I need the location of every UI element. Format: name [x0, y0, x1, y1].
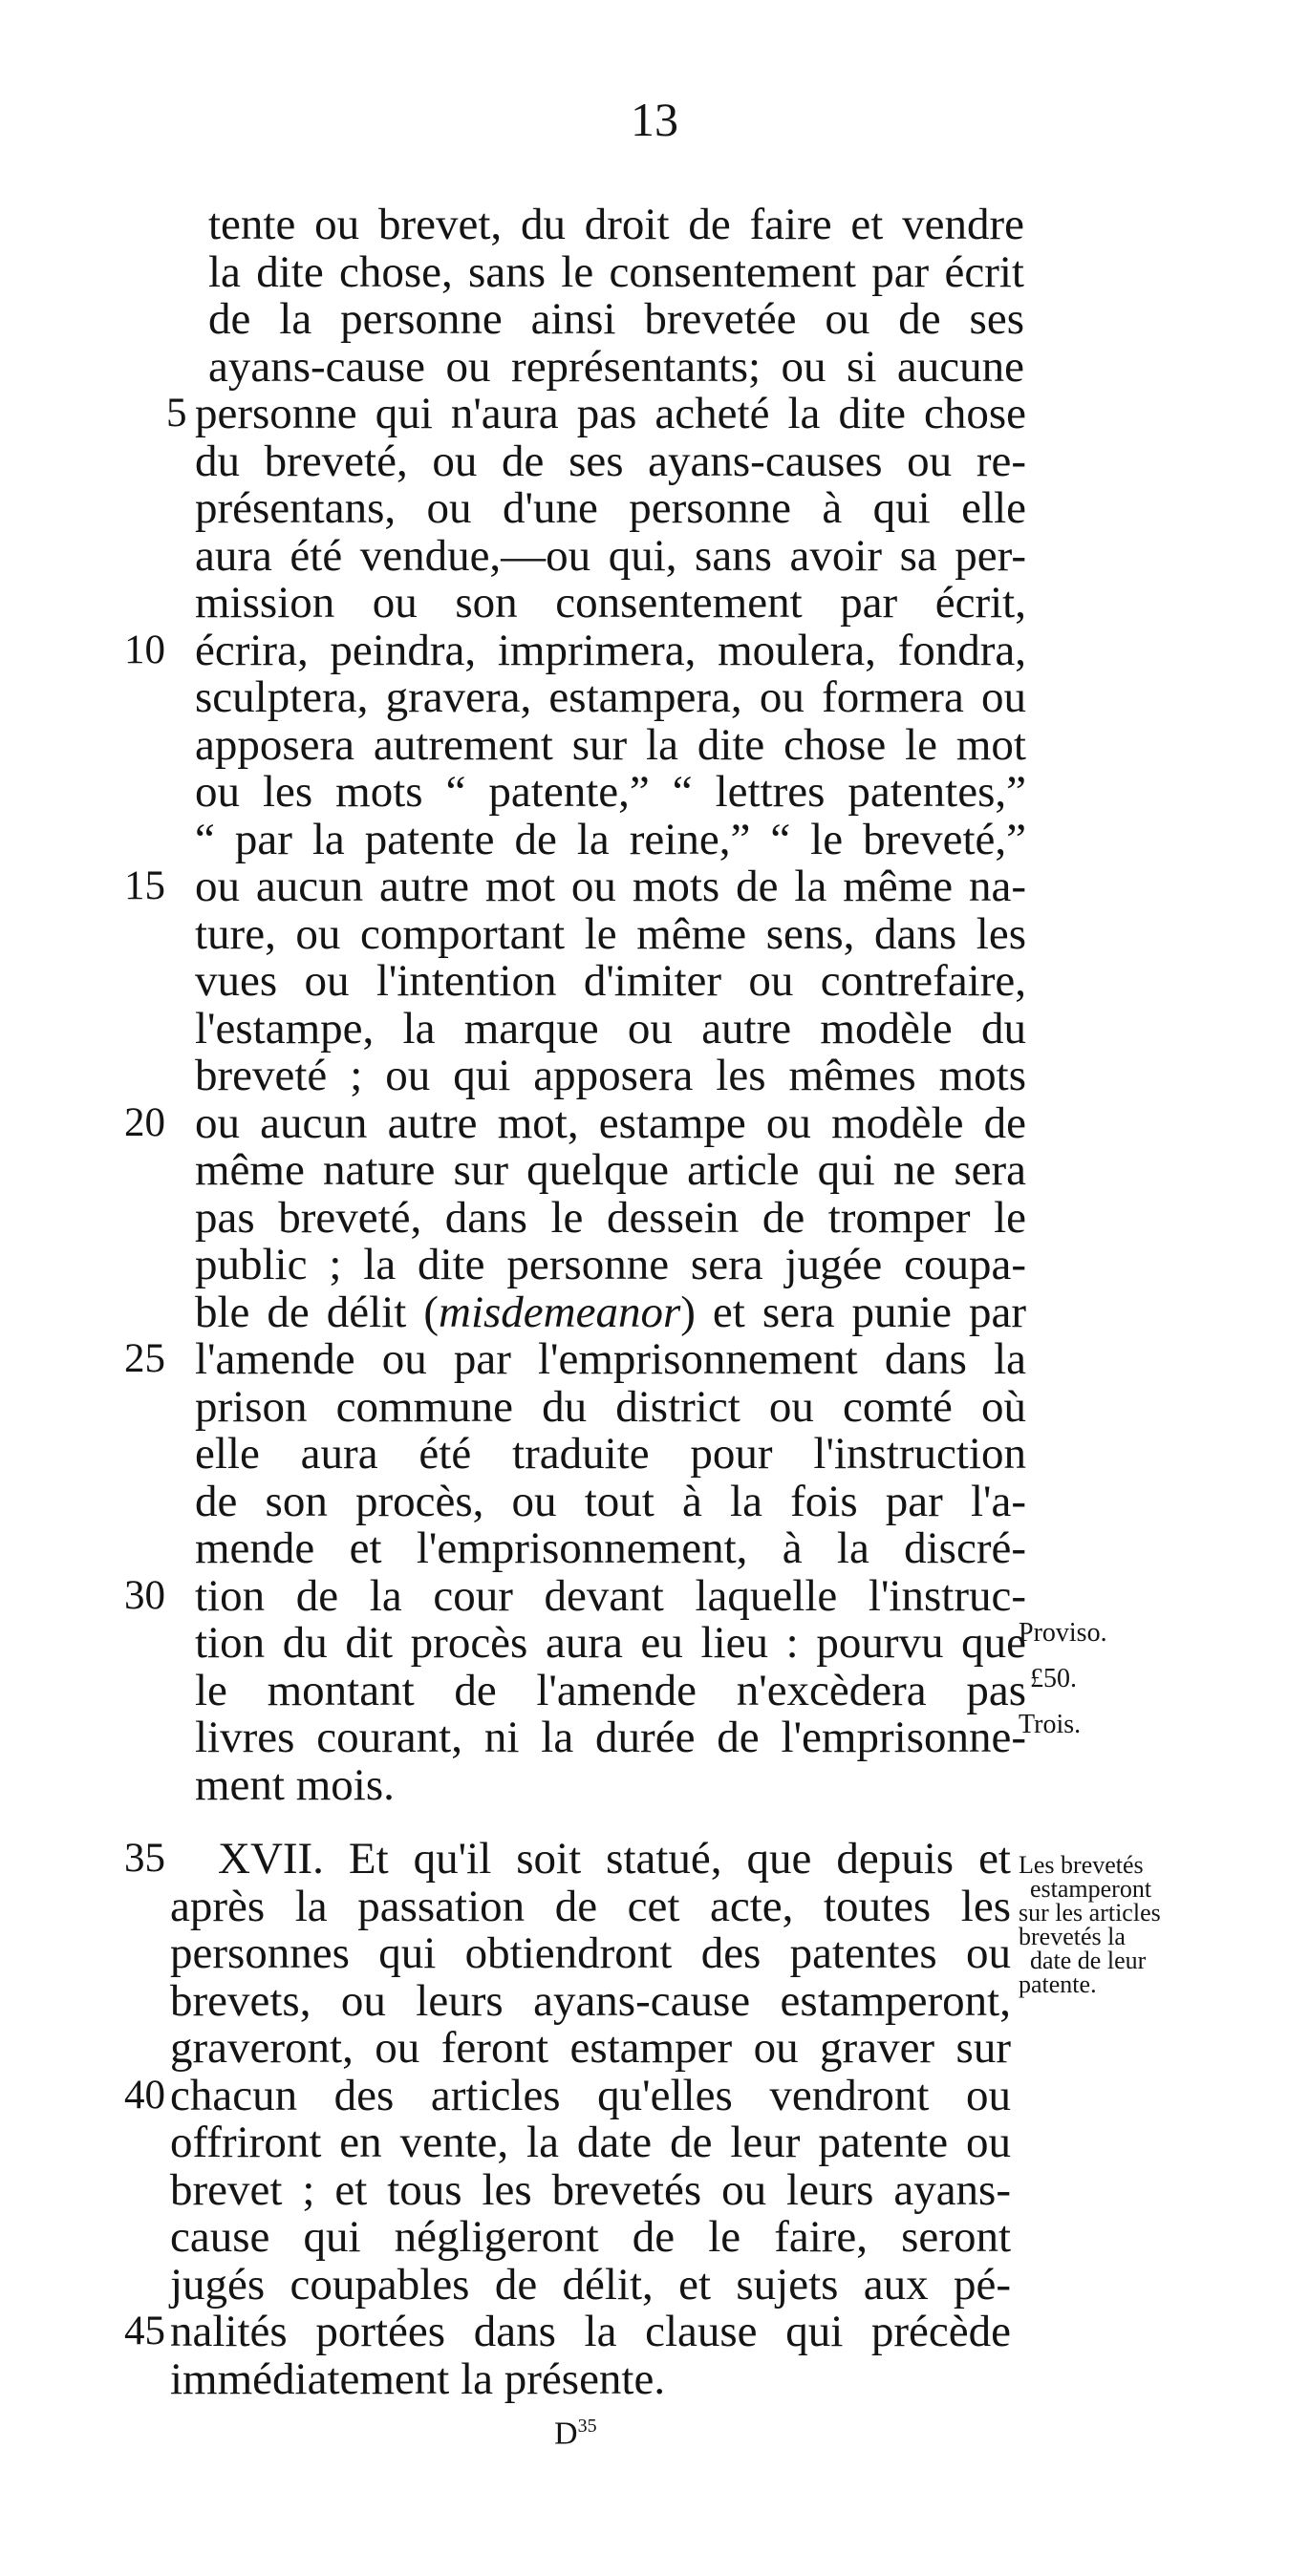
line-number: 35 [124, 1836, 165, 1881]
text-line: breveté ; ou qui apposera les mêmes mots [195, 1051, 1026, 1100]
text-line: offriront en vente, la date de leur patente ou [170, 2118, 1011, 2167]
text-line: livres courant, ni la durée de l'emprisonne- [195, 1713, 1026, 1762]
text-line: elle aura été traduite pour l'instruction [195, 1429, 1026, 1479]
text-line: mende et l'emprisonnement, à la discré- [195, 1523, 1026, 1573]
text-line: immédiatement la présente. [170, 2353, 666, 2404]
margin-note-months: Trois. [1019, 1710, 1082, 1739]
text-line: chacun des articles qu'elles vendront ou [170, 2070, 1011, 2120]
text-line: du breveté, ou de ses ayans-causes ou re- [195, 436, 1026, 486]
text-line: nalités portées dans la clause qui précède [170, 2307, 1011, 2356]
text-line: mission ou son consentement par écrit, [195, 578, 1026, 628]
margin-note-line: date de leur [1030, 1947, 1147, 1974]
text-line: ou aucun autre mot ou mots de la même na- [195, 862, 1026, 911]
text-line: graveront, ou feront estamper ou graver sur [170, 2023, 1011, 2073]
text-line: ou aucun autre mot, estampe ou modèle de [195, 1097, 1026, 1148]
text-line: brevet ; et tous les brevetés ou leurs ayans- [170, 2164, 1011, 2215]
text-line: personne qui n'aura pas acheté la dite chose [195, 389, 1026, 438]
text-line: “ par la patente de la reine,” “ le breveté,” [195, 814, 1026, 864]
text-line: tion du dit procès aura eu lieu : pourvu que [195, 1618, 1026, 1668]
signature-mark [554, 2416, 597, 2450]
text-line: jugés coupables de délit, et sujets aux pé- [170, 2259, 1011, 2310]
line-number: 45 [124, 2309, 165, 2353]
text-line: brevets, ou leurs ayans-cause estamperont, [170, 1975, 1011, 2026]
text-line: même nature sur quelque article qui ne sera [195, 1145, 1026, 1195]
text-line: après la passation de cet acte, toutes les [170, 1881, 1011, 1931]
text-line: ment mois. [195, 1759, 395, 1810]
line-number: 10 [124, 627, 165, 672]
text-line: de son procès, ou tout à la fois par l'a- [195, 1476, 1026, 1526]
margin-note-proviso: Proviso. [1019, 1618, 1107, 1648]
margin-note-line: estamperont [1030, 1875, 1152, 1903]
margin-note-amount: £50. [1030, 1664, 1077, 1693]
text-line: présentans, ou d'une personne à qui elle [195, 483, 1026, 533]
margin-note-line: sur les articles [1019, 1899, 1161, 1927]
line-number: 20 [124, 1099, 165, 1145]
text-line: le montant de l'amende n'excèdera pas [195, 1665, 1026, 1715]
text-line: public ; la dite personne sera jugée coupa- [195, 1240, 1026, 1289]
text-line: la dite chose, sans le consentement par écrit [208, 246, 1024, 297]
text-line: de la personne ainsi brevetée ou de ses [208, 294, 1024, 344]
signature-number: 35 [577, 2416, 597, 2437]
text-line: personnes qui obtiendront des patentes ou [170, 1928, 1011, 1978]
text-line: l'amende ou par l'emprisonnement dans la [195, 1334, 1026, 1384]
line-number: 15 [124, 863, 165, 908]
margin-note-line: Les brevetés [1019, 1851, 1144, 1879]
margin-note-line: patente. [1019, 1970, 1097, 1998]
text-line: vues ou l'intention d'imiter ou contrefaire, [195, 956, 1026, 1006]
text-line: prison commune du district ou comté où [195, 1381, 1026, 1432]
text-line: sculptera, gravera, estampera, ou formera ou [195, 672, 1026, 722]
text-line: aura été vendue,—ou qui, sans avoir sa per- [195, 530, 1026, 581]
text-line: ayans-cause ou représentants; ou si aucune [208, 341, 1024, 392]
text-line: ture, ou comportant le même sens, dans les [195, 908, 1026, 959]
line-number: 25 [124, 1336, 165, 1381]
page-number: 13 [631, 93, 678, 146]
italic-term: misdemeanor [439, 1287, 681, 1337]
text-line: cause qui négligeront de le faire, seront [170, 2212, 1011, 2262]
text-line: XVII. Et qu'il soit statué, que depuis et [218, 1834, 1011, 1884]
text-line: ble de délit (misdemeanor) et sera punie par [195, 1287, 1026, 1337]
text-line: apposera autrement sur la dite chose le mot [195, 719, 1026, 770]
line-number: 40 [124, 2072, 165, 2118]
text-line: tente ou brevet, du droit de faire et vendre [208, 200, 1024, 249]
text-line: écrira, peindra, imprimera, moulera, fondra, [195, 625, 1026, 675]
signature-letter: D [554, 2416, 578, 2452]
margin-note-line: brevetés la [1019, 1923, 1126, 1950]
text-line: ou les mots “ patente,” “ lettres patentes,” [195, 767, 1026, 817]
line-number: 30 [124, 1572, 165, 1618]
line-number: 5 [166, 391, 187, 436]
text-line: pas breveté, dans le dessein de tromper le [195, 1192, 1026, 1243]
text-line: l'estampe, la marque ou autre modèle du [195, 1003, 1026, 1054]
text-line: tion de la cour devant laquelle l'instruc- [195, 1570, 1026, 1621]
